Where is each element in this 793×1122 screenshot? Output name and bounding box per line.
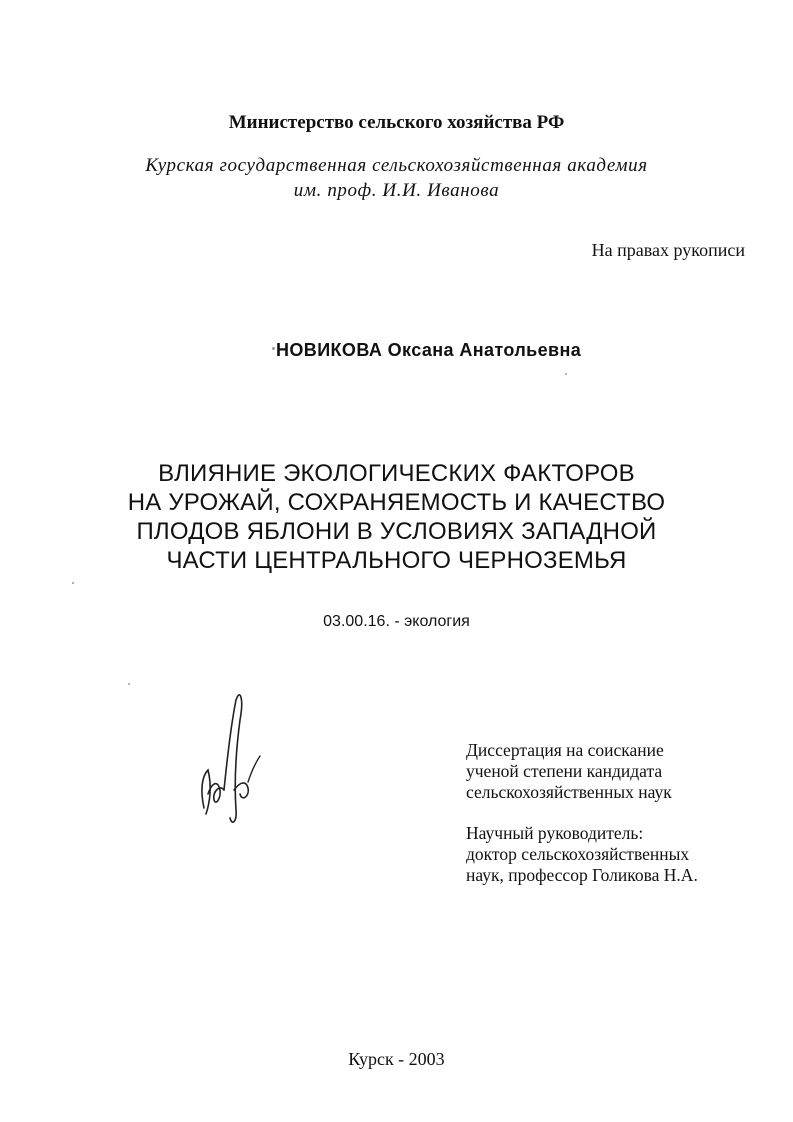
author-surname: НОВИКОВА <box>276 340 383 360</box>
specialty-code: 03.00.16. - экология <box>323 613 470 630</box>
scan-speck <box>128 683 130 685</box>
academy-name <box>0 153 793 203</box>
supervisor-info-line: наук, профессор Голикова Н.А. <box>466 865 698 885</box>
thesis-title-line: НА УРОЖАЙ, СОХРАНЯЕМОСТЬ И КАЧЕСТВО <box>127 489 666 516</box>
supervisor-info-line: Научный руководитель: <box>466 823 644 843</box>
thesis-title-line: ЧАСТИ ЦЕНТРАЛЬНОГО ЧЕРНОЗЕМЬЯ <box>166 547 627 574</box>
author-name <box>276 340 581 361</box>
handwritten-signature <box>190 690 270 830</box>
author-given-names: Оксана Анатольевна <box>387 340 582 360</box>
academy-name-line: им. проф. И.И. Иванова <box>293 180 500 201</box>
academy-name-line: Курская государственная сельскохозяйственная академия <box>145 155 648 176</box>
dissertation-info-line: ученой степени кандидата <box>466 761 663 781</box>
city-year: Курск - 2003 <box>348 1049 445 1069</box>
manuscript-note: На правах рукописи <box>591 240 745 260</box>
supervisor-info-line: доктор сельскохозяйственных <box>466 844 690 864</box>
dissertation-info <box>466 740 672 803</box>
dissertation-info-line: сельскохозяйственных наук <box>466 782 672 802</box>
ministry-heading: Министерство сельского хозяйства РФ <box>228 112 565 133</box>
thesis-title-line: ПЛОДОВ ЯБЛОНИ В УСЛОВИЯХ ЗАПАДНОЙ <box>136 518 657 545</box>
dissertation-info-line: Диссертация на соискание <box>466 740 664 760</box>
supervisor-info <box>466 823 698 886</box>
thesis-title <box>0 459 793 575</box>
scan-speck <box>72 582 74 584</box>
scan-speck <box>565 373 567 375</box>
thesis-title-line: ВЛИЯНИЕ ЭКОЛОГИЧЕСКИХ ФАКТОРОВ <box>158 460 635 487</box>
scan-speck <box>272 347 275 350</box>
